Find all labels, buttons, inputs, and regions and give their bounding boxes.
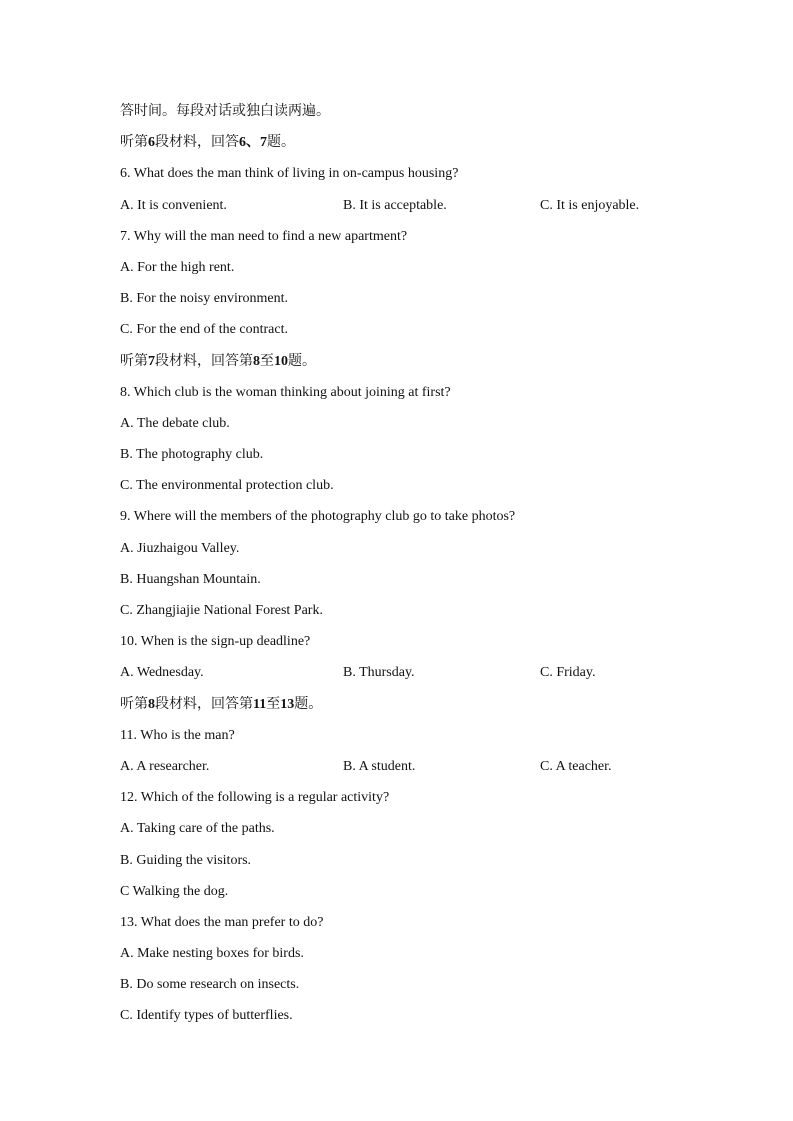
- section-heading-6: [120, 127, 720, 158]
- exam-page: [120, 96, 720, 1032]
- option-b: B. It is acceptable.: [343, 197, 447, 213]
- question-11: 11. Who is the man?: [120, 727, 235, 743]
- section-suffix: 题。: [294, 695, 323, 712]
- option-b: B. Guiding the visitors.: [120, 852, 252, 868]
- options-10: [120, 657, 720, 688]
- option-c: C. Friday.: [540, 665, 596, 681]
- option-b: B. The photography club.: [120, 447, 264, 463]
- section-prefix: 听第: [120, 352, 148, 369]
- section-range: 6、7: [239, 135, 267, 151]
- section-number: 6: [148, 135, 155, 151]
- option-a: A. Make nesting boxes for birds.: [120, 946, 304, 962]
- option-c: C. For the end of the contract.: [120, 322, 288, 338]
- section-number: 8: [148, 696, 155, 712]
- section-prefix: 听第: [120, 134, 148, 151]
- section-mid: 段材料，回答第: [155, 352, 253, 369]
- option-c: C. The environmental protection club.: [120, 478, 334, 494]
- section-suffix: 题。: [288, 352, 316, 369]
- section-heading-8: [120, 689, 720, 720]
- section-mid: 段材料，回答第: [155, 695, 253, 712]
- options-6: [120, 190, 720, 221]
- question-9: 9. Where will the members of the photography club go to take photos?: [120, 509, 516, 525]
- question-10: 10. When is the sign-up deadline?: [120, 634, 311, 650]
- option-b: B. Do some research on insects.: [120, 977, 300, 993]
- option-c: C. Identify types of butterflies.: [120, 1008, 293, 1024]
- option-a: A. Wednesday.: [120, 665, 204, 681]
- option-a: A. It is convenient.: [120, 197, 227, 213]
- question-8: 8. Which club is the woman thinking about joining at first?: [120, 384, 451, 400]
- option-b: B. A student.: [343, 758, 416, 774]
- option-c: C. Zhangjiajie National Forest Park.: [120, 603, 323, 618]
- option-a: A. A researcher.: [120, 758, 210, 774]
- question-13: 13. What does the man prefer to do?: [120, 914, 324, 930]
- option-b: B. Huangshan Mountain.: [120, 571, 261, 587]
- question-12: 12. Which of the following is a regular activity?: [120, 790, 390, 806]
- option-c: C Walking the dog.: [120, 883, 229, 899]
- section-to: 至: [266, 695, 281, 712]
- option-a: A. Taking care of the paths.: [120, 821, 275, 837]
- option-a: A. For the high rent.: [120, 259, 235, 275]
- question-7: 7. Why will the man need to find a new apartment?: [120, 228, 408, 244]
- option-c: C. A teacher.: [540, 758, 612, 774]
- options-11: [120, 751, 720, 782]
- option-b: B. For the noisy environment.: [120, 291, 288, 307]
- option-b: B. Thursday.: [343, 665, 415, 681]
- section-number: 7: [148, 353, 155, 369]
- question-6: 6. What does the man think of living in on-campus housing?: [120, 166, 459, 182]
- section-prefix: 听第: [120, 695, 148, 712]
- section-range-end: 10: [274, 353, 288, 369]
- section-range-start: 11: [253, 696, 267, 712]
- section-range-end: 13: [280, 696, 295, 712]
- option-a: A. The debate club.: [120, 415, 230, 431]
- section-heading-7: [120, 346, 720, 377]
- option-a: A. Jiuzhaigou Valley.: [120, 540, 240, 556]
- intro-text: 答时间。每段对话或独白读两遍。: [120, 103, 330, 119]
- section-to: 至: [260, 352, 274, 369]
- section-suffix: 题。: [267, 134, 295, 151]
- section-mid: 段材料，回答: [155, 134, 239, 151]
- option-c: C. It is enjoyable.: [540, 197, 640, 213]
- section-range-start: 8: [253, 353, 260, 369]
